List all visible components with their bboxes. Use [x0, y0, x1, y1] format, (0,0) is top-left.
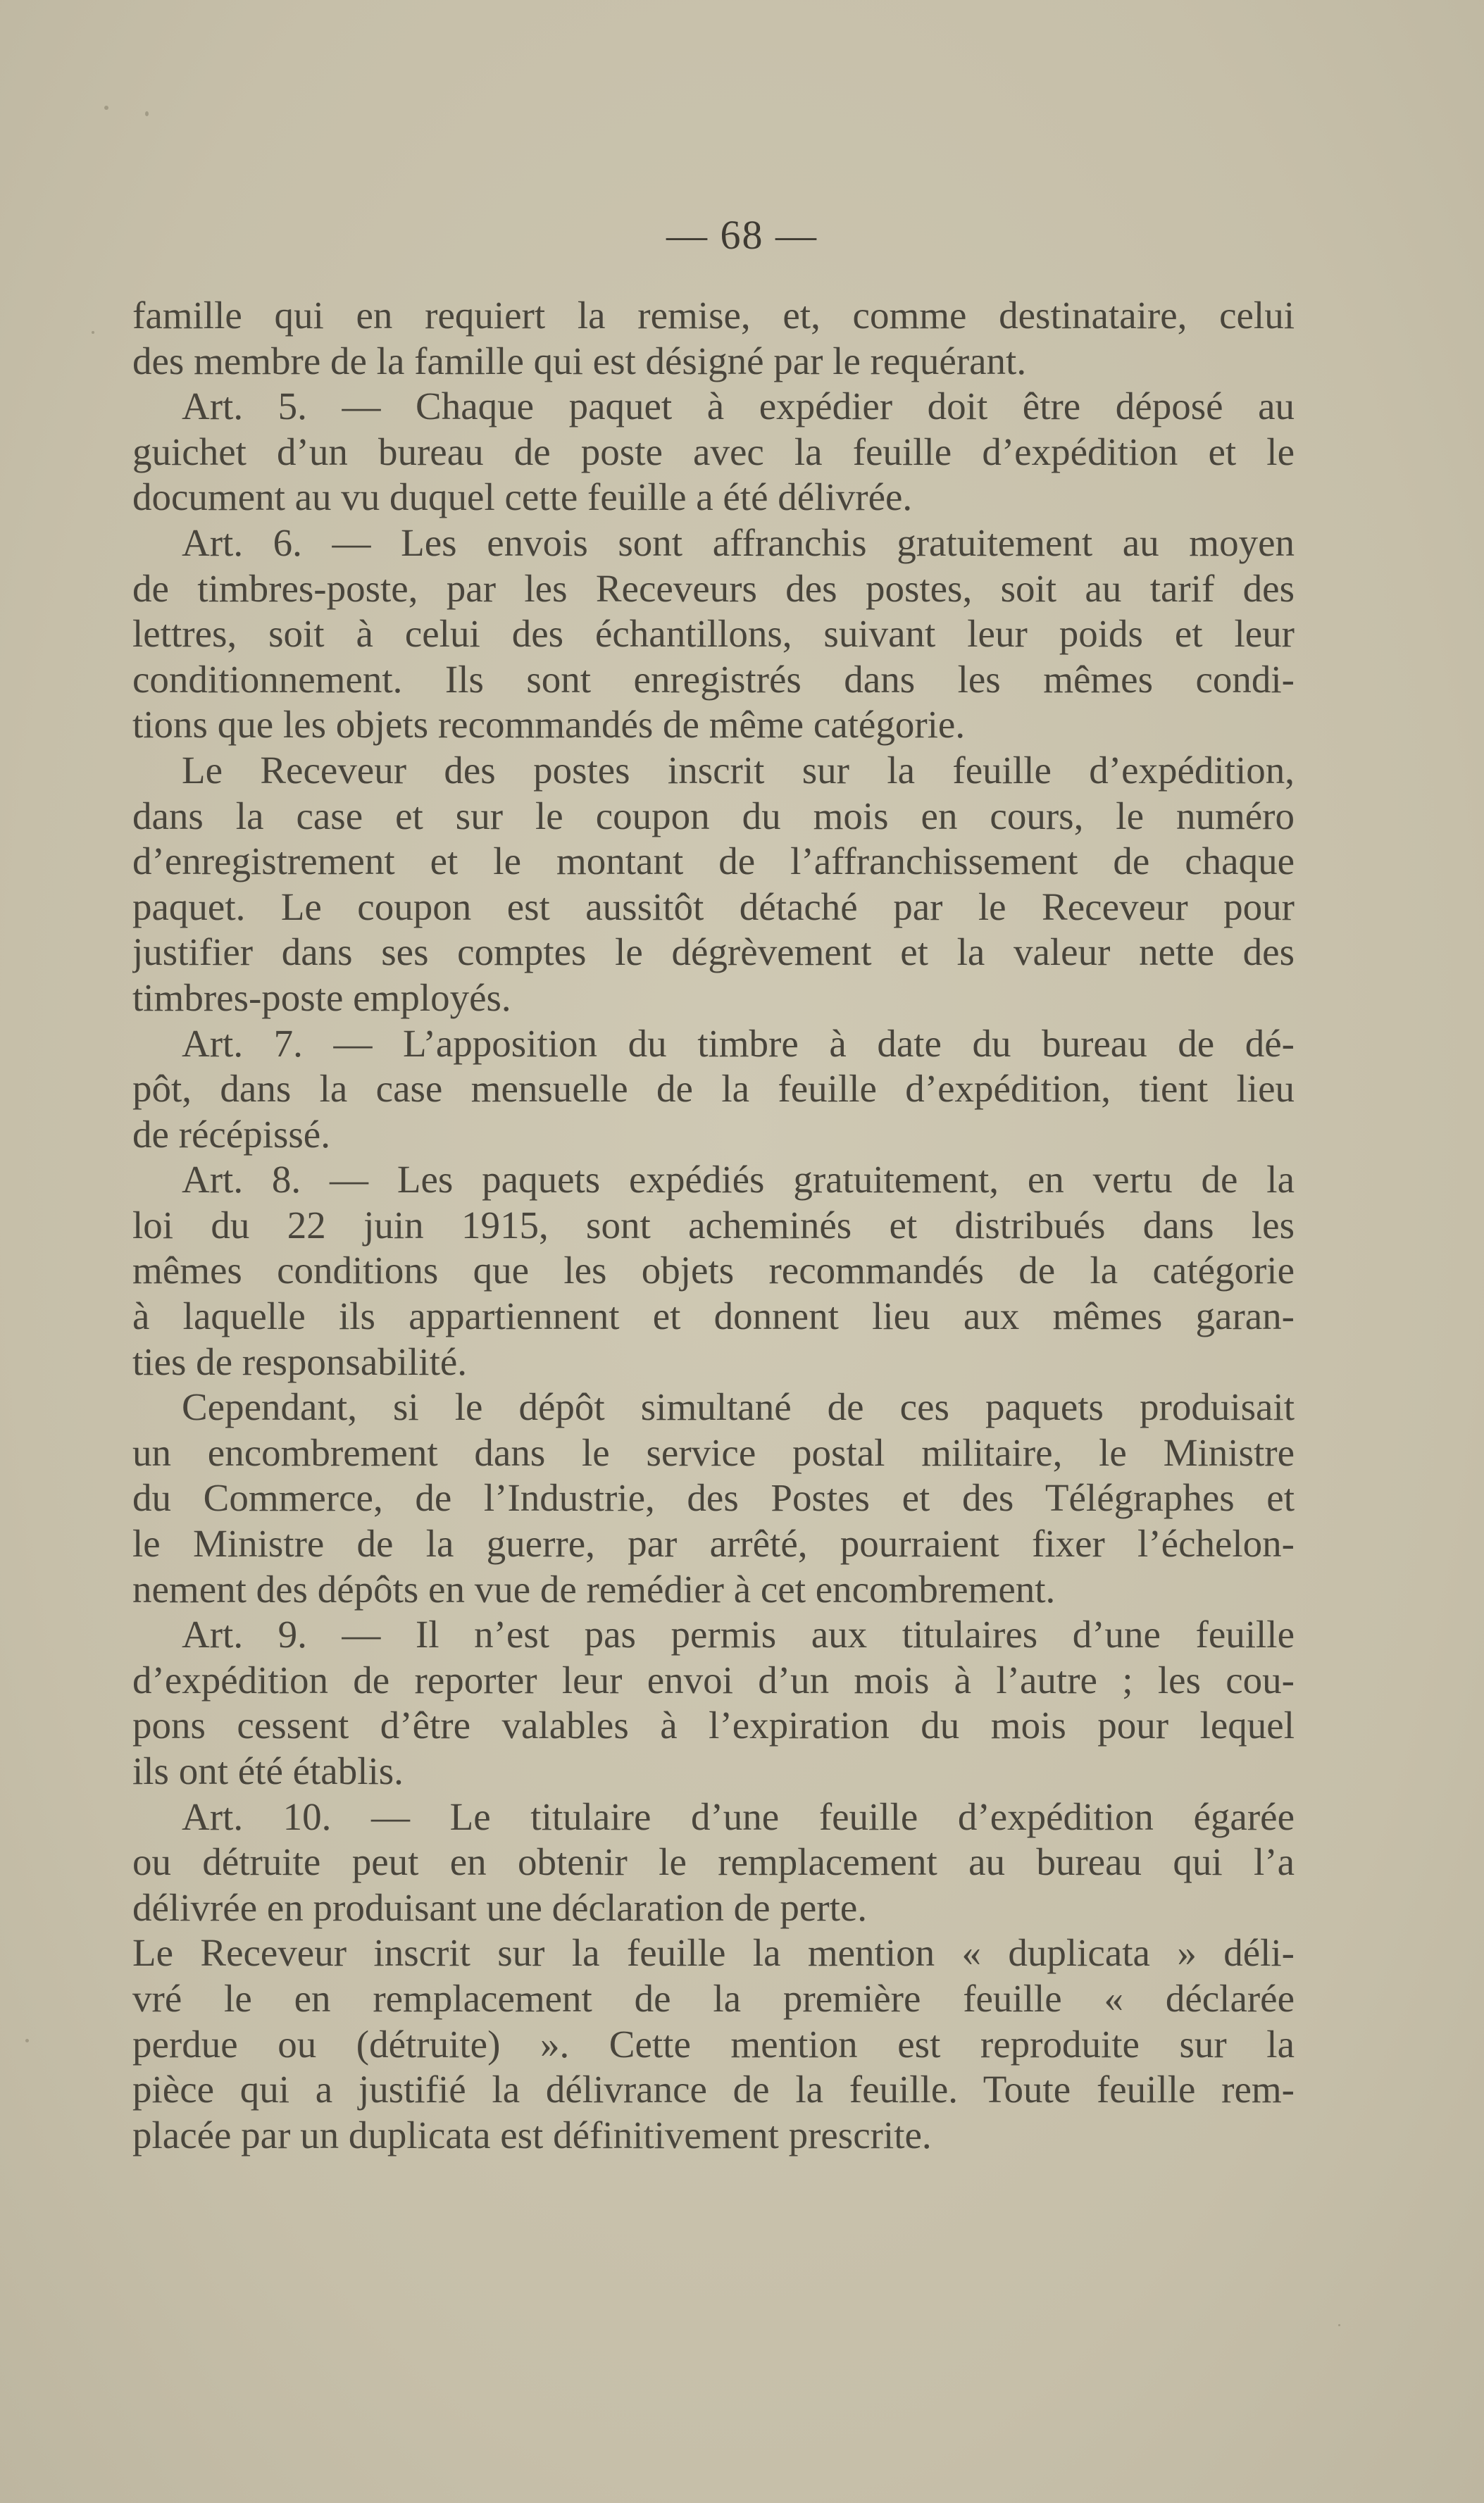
paper-speck: [104, 106, 108, 110]
text-line: ties de responsabilité.: [132, 1340, 468, 1383]
text-line: tions que les objets recommandés de même catégorie.: [132, 703, 966, 747]
text-line: pièce qui a justifié la délivrance de la feuille. Toute feuille rem-: [132, 2068, 1295, 2111]
body-text: [132, 293, 1295, 2158]
text-line: d’expédition de reporter leur envoi d’un mois à l’autre ; les cou-: [132, 1658, 1295, 1702]
text-line: famille qui en requiert la remise, et, comme destinataire, celui: [132, 294, 1295, 337]
text-line: de récépissé.: [132, 1112, 330, 1156]
text-line: des membre de la famille qui est désigné par le requérant.: [132, 339, 1027, 382]
text-line: Le Receveur des postes inscrit sur la feuille d’expédition,: [182, 748, 1295, 792]
text-line: justifier dans ses comptes le dégrèvement et la valeur nette des: [132, 930, 1295, 974]
text-line: mêmes conditions que les objets recommandés de la catégorie: [132, 1249, 1295, 1292]
paper-speck: [92, 331, 94, 334]
text-line: Le Receveur inscrit sur la feuille la mention « duplicata » déli-: [132, 1931, 1295, 1975]
paper-speck: [1338, 2324, 1340, 2326]
text-line: pôt, dans la case mensuelle de la feuille d’expédition, tient lieu: [132, 1067, 1295, 1111]
text-line: Cependant, si le dépôt simultané de ces paquets produisait: [182, 1385, 1295, 1429]
text-line: Art. 5. — Chaque paquet à expédier doit être déposé au: [182, 385, 1295, 428]
text-line: du Commerce, de l’Industrie, des Postes et des Télégraphes et: [132, 1476, 1295, 1520]
page-number: — 68 —: [666, 212, 818, 258]
text-line: le Ministre de la guerre, par arrêté, pourraient fixer l’échelon-: [132, 1522, 1295, 1566]
text-line: paquet. Le coupon est aussitôt détaché par le Receveur pour: [132, 885, 1295, 928]
text-line: timbres-poste employés.: [132, 975, 511, 1019]
text-line: dans la case et sur le coupon du mois en cours, le numéro: [132, 794, 1295, 837]
text-line: document au vu duquel cette feuille a été délivrée.: [132, 475, 913, 519]
text-line: à laquelle ils appartiennent et donnent lieu aux mêmes garan-: [132, 1294, 1295, 1338]
text-line: Art. 9. — Il n’est pas permis aux titulaires d’une feuille: [182, 1613, 1295, 1656]
paper-speck: [25, 2039, 29, 2042]
text-line: Art. 6. — Les envois sont affranchis gratuitement au moyen: [182, 520, 1295, 564]
text-line: ou détruite peut en obtenir le remplacement au bureau qui l’a: [132, 1840, 1295, 1884]
text-line: Art. 10. — Le titulaire d’une feuille d’expédition égarée: [182, 1794, 1295, 1838]
text-line: Art. 7. — L’apposition du timbre à date du bureau de dé-: [182, 1021, 1295, 1065]
text-line: Art. 8. — Les paquets expédiés gratuitement, en vertu de la: [182, 1158, 1295, 1201]
text-line: loi du 22 juin 1915, sont acheminés et distribués dans les: [132, 1203, 1295, 1247]
text-line: un encombrement dans le service postal militaire, le Ministre: [132, 1430, 1295, 1474]
text-line: perdue ou (détruite) ». Cette mention est reproduite sur la: [132, 2022, 1295, 2066]
text-line: lettres, soit à celui des échantillons, suivant leur poids et leur: [132, 612, 1295, 656]
text-line: de timbres-poste, par les Receveurs des postes, soit au tarif des: [132, 566, 1295, 610]
paper-speck: [145, 111, 149, 116]
text-line: ils ont été établis.: [132, 1749, 404, 1792]
text-line: pons cessent d’être valables à l’expiration du mois pour lequel: [132, 1704, 1295, 1747]
text-line: délivrée en produisant une déclaration de perte.: [132, 1885, 868, 1929]
text-line: conditionnement. Ils sont enregistrés dans les mêmes condi-: [132, 657, 1295, 701]
text-line: guichet d’un bureau de poste avec la feuille d’expédition et le: [132, 430, 1295, 473]
text-line: nement des dépôts en vue de remédier à cet encombrement.: [132, 1567, 1056, 1611]
text-line: vré le en remplacement de la première feuille « déclarée: [132, 1976, 1295, 2020]
text-line: d’enregistrement et le montant de l’affranchissement de chaque: [132, 839, 1295, 883]
text-line: placée par un duplicata est définitivement prescrite.: [132, 2113, 932, 2156]
